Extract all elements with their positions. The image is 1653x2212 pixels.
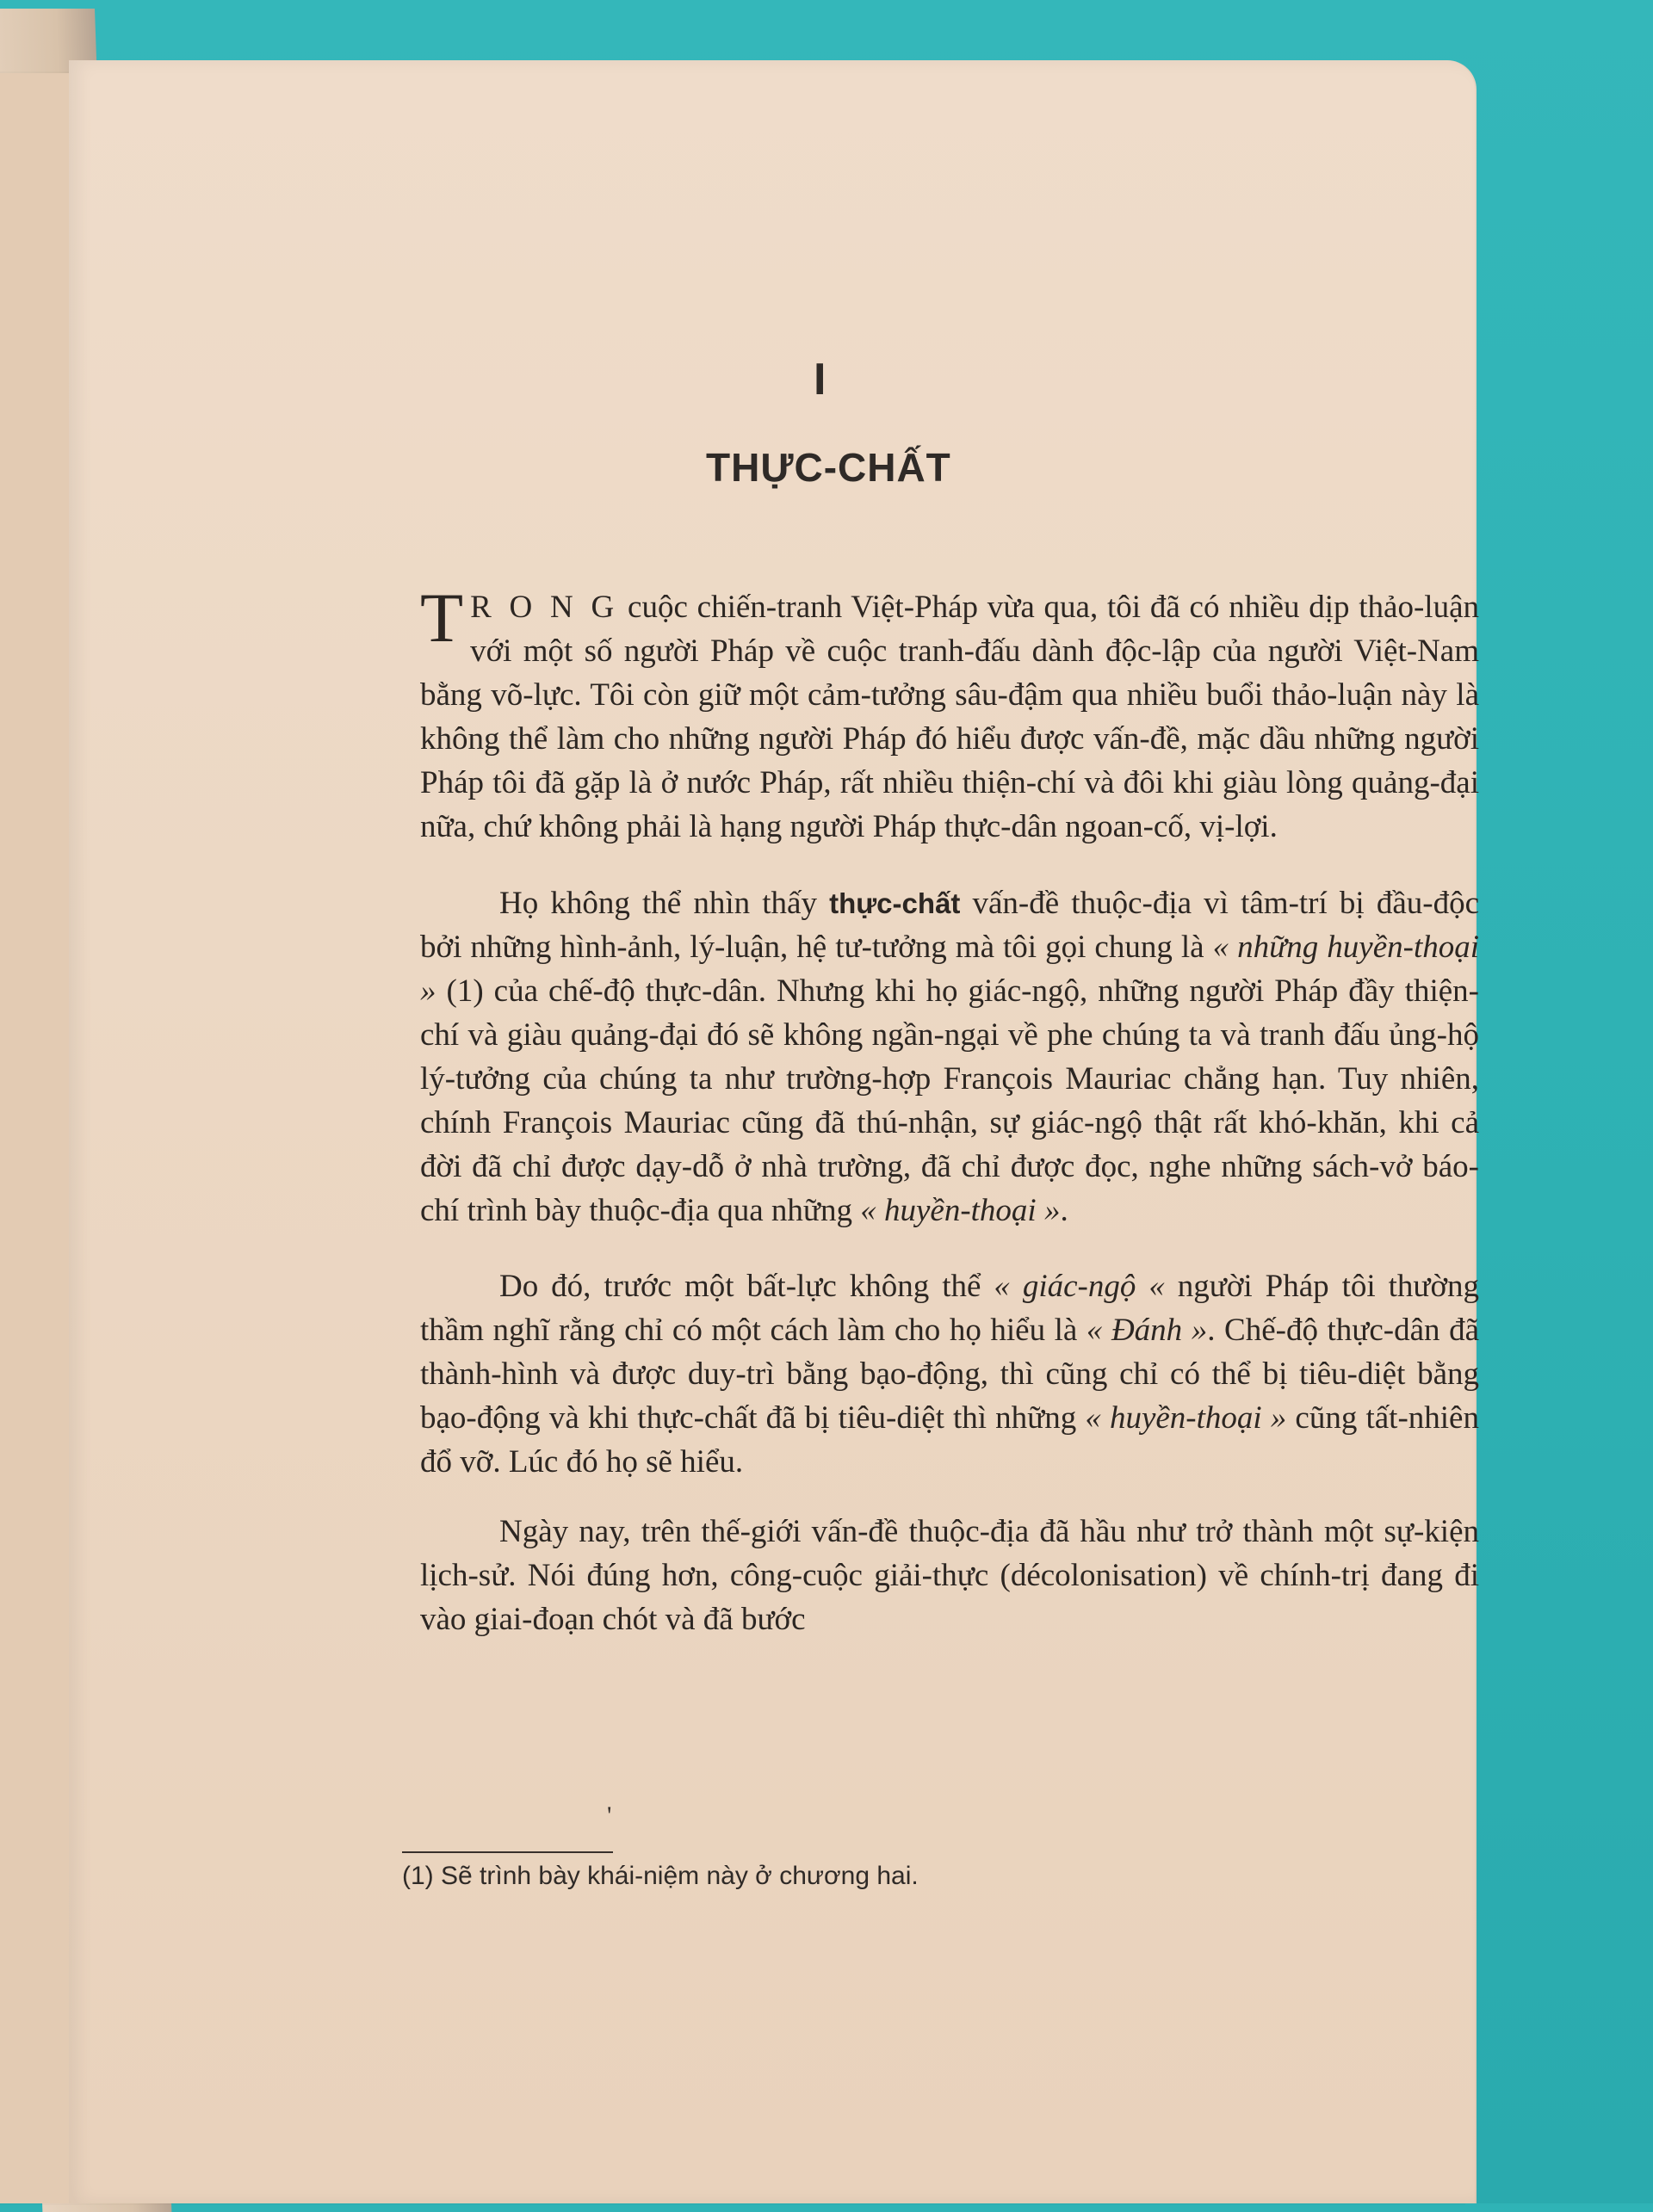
paragraph-3-part-1: Do đó, trước một bất-lực không thể — [499, 1269, 994, 1304]
chapter-text — [420, 578, 1480, 1641]
emphasized-term: thực-chất — [829, 887, 961, 919]
quoted-term-3: « giác-ngộ « — [994, 1269, 1165, 1304]
paragraph-4-text: Ngày nay, trên thế-giới vấn-đề thuộc-địa đã hầu như trở thành một sự-kiện lịch-sử. Nói đúng hơn, công-cuộc giải-thực (décolonisation) về chính-trị đang đi vào giai-đoạn chót và đã bước — [420, 1514, 1479, 1637]
footnote-divider — [402, 1851, 613, 1853]
paragraph-3 — [420, 1264, 1479, 1484]
paragraph-2-part-2: vấn-đề thuộc-địa vì tâm-trí bị đầu-độc bởi những hình-ảnh, lý-luận, hệ tư-tưởng mà tôi gọi chung là — [420, 886, 1479, 965]
paragraph-2-part-4: . — [1060, 1193, 1068, 1228]
quoted-term-5: « huyền-thoại » — [1085, 1400, 1287, 1436]
paragraph-3-part-4: cũng tất-nhiên đổ vỡ. Lúc đó họ sẽ hiểu. — [420, 1400, 1479, 1480]
footnote: (1) Sẽ trình bày khái-niệm này ở chương hai. — [402, 1862, 919, 1890]
book-page — [69, 60, 1480, 2203]
paragraph-2 — [420, 881, 1479, 1233]
footnote-mark: ' — [607, 1801, 612, 1830]
paragraph-3-part-3: . Chế-độ thực-dân đã thành-hình và được duy-trì bằng bạo-động, thì cũng chỉ có thể bị tiêu-diệt bằng bạo-động và khi thực-chất đã bị tiêu-diệt thì những — [420, 1313, 1479, 1436]
chapter-number: I — [814, 355, 826, 405]
chapter-title: THỰC-CHẤT — [706, 445, 951, 490]
paragraph-2-part-3: (1) của chế-độ thực-dân. Nhưng khi họ giác-ngộ, những người Pháp đầy thiện-chí và giàu quảng-đại đó sẽ không ngần-ngại về phe chúng ta và tranh đấu ủng-hộ lý-tưởng của chúng ta như trường-hợp François Mauriac chẳng hạn. Tuy nhiên, chính François Mauriac cũng đã thú-nhận, sự giác-ngộ thật rất khó-khăn, khi cả đời đã chỉ được dạy-dỗ ở nhà trường, đã chỉ được đọc, nghe những sách-vở báo-chí trình bày thuộc-địa qua những — [420, 973, 1479, 1228]
quoted-term-4: « Đánh » — [1086, 1313, 1208, 1348]
spaced-lead-text: R O N G — [470, 590, 619, 625]
paragraph-1-text: cuộc chiến-tranh Việt-Pháp vừa qua, tôi đã có nhiều dịp thảo-luận với một số người Pháp về cuộc tranh-đấu dành độc-lập của người Việt-Nam bằng võ-lực. Tôi còn giữ một cảm-tưởng sâu-đậm qua nhiều buổi thảo-luận này là không thể làm cho những người Pháp đó hiểu được vấn-đề, mặc dầu những người Pháp tôi đã gặp là ở nước Pháp, rất nhiều thiện-chí và đôi khi giàu lòng quảng-đại nữa, chứ không phải là hạng người Pháp thực-dân ngoan-cố, vị-lợi. — [420, 590, 1479, 844]
quoted-term-1: « những huyền-thoại » — [420, 930, 1480, 1009]
drop-cap: T — [420, 578, 464, 657]
paragraph-1 — [420, 578, 1479, 849]
paragraph-3-part-2: người Pháp tôi thường thầm nghĩ rằng chỉ có một cách làm cho họ hiểu là — [420, 1269, 1480, 1348]
quoted-term-2: « huyền-thoại » — [860, 1193, 1061, 1228]
paragraph-2-part-1: Họ không thể nhìn thấy — [499, 886, 830, 921]
paragraph-4 — [420, 1510, 1479, 1641]
